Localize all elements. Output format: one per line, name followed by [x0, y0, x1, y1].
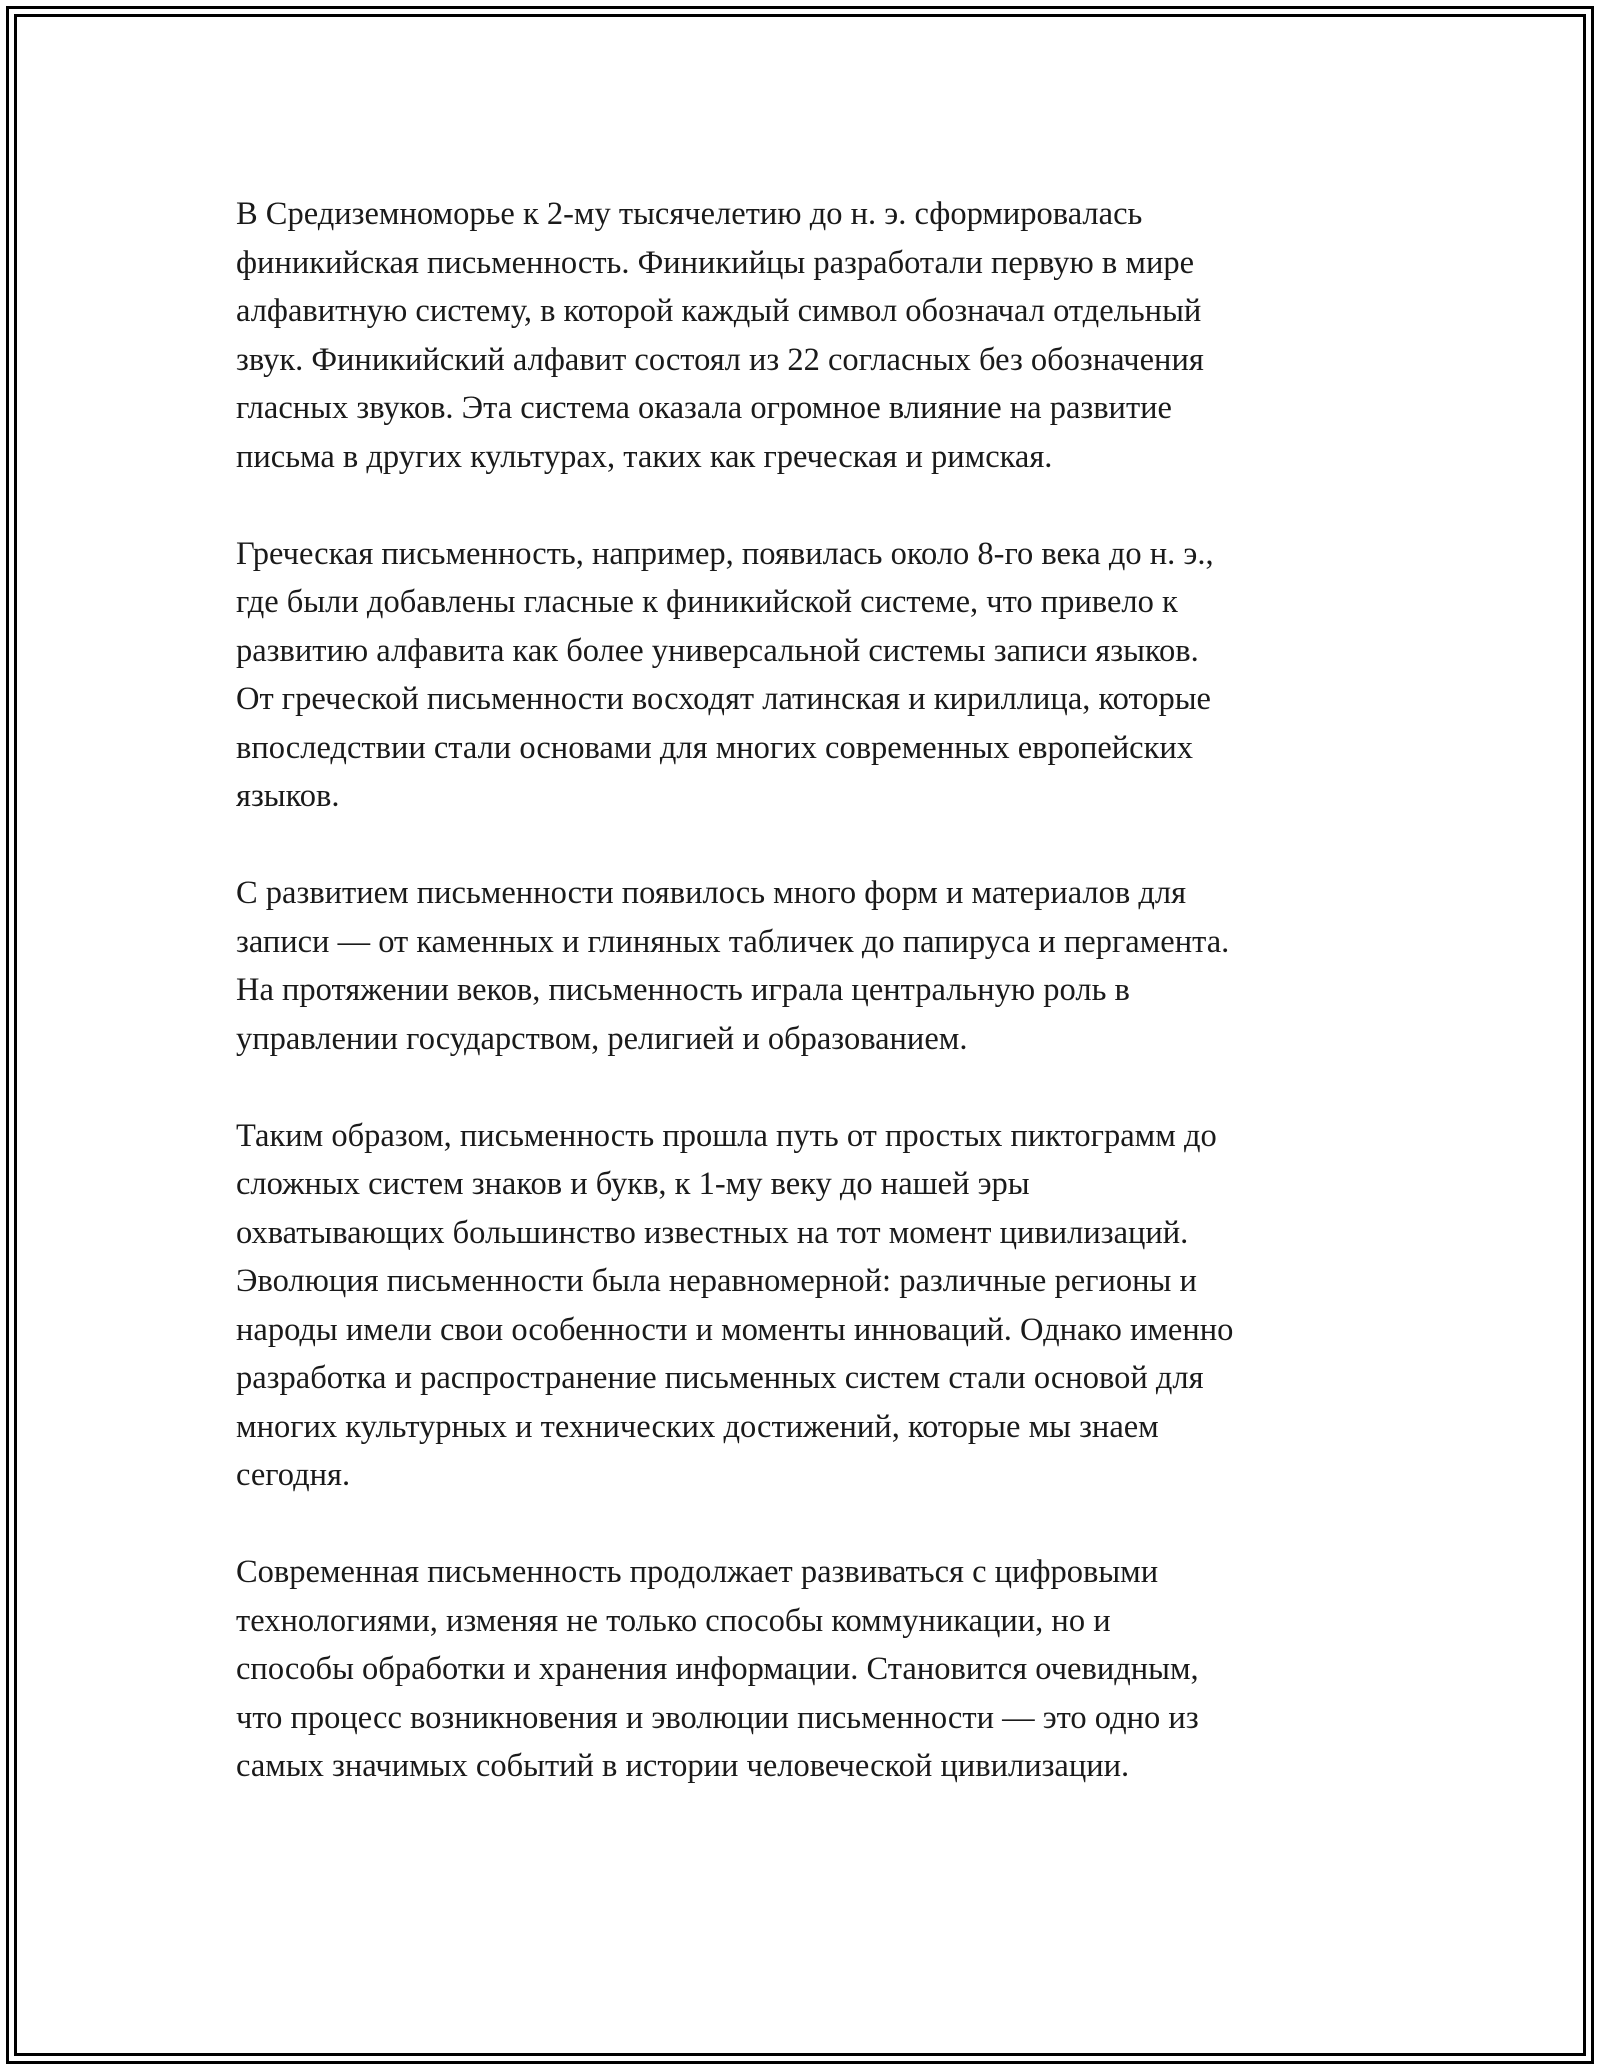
text-line: Эволюция письменности была неравномерной: различные регионы и: [236, 1263, 1197, 1299]
text-line: финикийская письменность. Финикийцы разработали первую в мире: [236, 244, 1195, 281]
text-line: звук. Финикийский алфавит состоял из 22 согласных без обозначения: [236, 341, 1204, 378]
text-line: В Средиземноморье к 2-му тысячелетию до н. э. сформировалась: [236, 196, 1143, 232]
text-line: технологиями, изменяя не только способы коммуникации, но и: [236, 1602, 1111, 1639]
text-line: сегодня.: [236, 1457, 351, 1493]
paragraph-2: [236, 530, 1376, 821]
text-line: Современная письменность продолжает развиваться с цифровыми: [236, 1554, 1159, 1590]
text-line: разработка и распространение письменных систем стали основой для: [236, 1360, 1204, 1396]
text-line: От греческой письменности восходят латинская и кириллица, которые: [236, 681, 1211, 717]
text-line: многих культурных и технических достижений, которые мы знаем: [236, 1408, 1159, 1445]
document-body: [236, 190, 1376, 1839]
text-line: народы имели свои особенности и моменты инноваций. Однако именно: [236, 1311, 1234, 1348]
text-line: способы обработки и хранения информации. Становится очевидным,: [236, 1651, 1199, 1687]
text-line: где были добавлены гласные к финикийской системе, что привело к: [236, 584, 1178, 620]
text-line: что процесс возникновения и эволюции письменности — это одно из: [236, 1699, 1199, 1736]
paragraph-4: [236, 1112, 1376, 1500]
text-line: алфавитную систему, в которой каждый символ обозначал отдельный: [236, 293, 1202, 329]
text-line: охватывающих большинство известных на тот момент цивилизаций.: [236, 1214, 1189, 1251]
text-line: впоследствии стали основами для многих современных европейских: [236, 729, 1194, 766]
text-line: записи — от каменных и глиняных табличек до папируса и пергамента.: [236, 923, 1230, 960]
paragraph-3: [236, 869, 1376, 1063]
text-line: управлении государством, религией и образованием.: [236, 1020, 968, 1057]
paragraph-1: [236, 190, 1376, 481]
text-line: самых значимых событий в истории человеческой цивилизации.: [236, 1748, 1130, 1784]
text-line: гласных звуков. Эта система оказала огромное влияние на развитие: [236, 390, 1172, 426]
text-line: На протяжении веков, письменность играла центральную роль в: [236, 972, 1130, 1008]
text-line: Греческая письменность, например, появилась около 8-го века до н. э.,: [236, 535, 1214, 572]
text-line: Таким образом, письменность прошла путь от простых пиктограмм до: [236, 1117, 1217, 1154]
text-line: развитию алфавита как более универсальной системы записи языков.: [236, 632, 1199, 669]
text-line: языков.: [236, 778, 340, 814]
text-line: сложных систем знаков и букв, к 1-му веку до нашей эры: [236, 1166, 1030, 1202]
text-line: письма в других культурах, таких как греческая и римская.: [236, 438, 1053, 475]
text-line: С развитием письменности появилось много форм и материалов для: [236, 875, 1187, 911]
paragraph-5: [236, 1548, 1376, 1791]
